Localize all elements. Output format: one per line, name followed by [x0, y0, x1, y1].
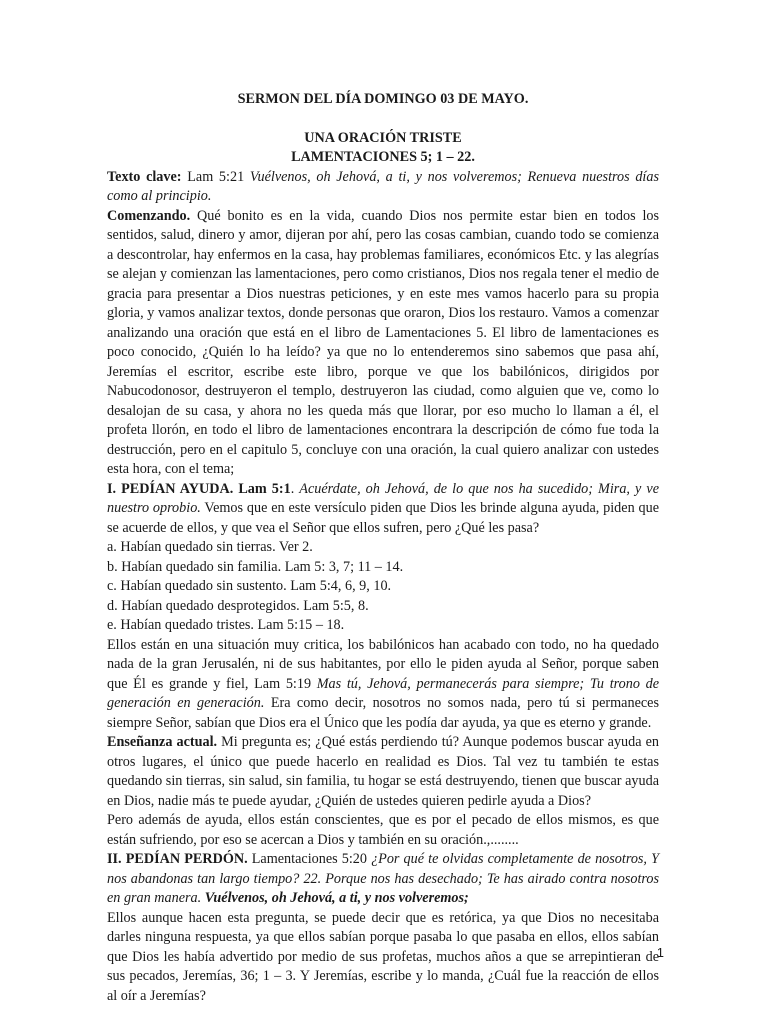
- section1-heading: I. PEDÍAN AYUDA. Lam 5:1: [107, 480, 291, 497]
- list-item: b. Habían quedado sin familia. Lam 5: 3, 7; 11 – 14.: [107, 558, 404, 575]
- texto-clave-ref: Lam 5:21: [181, 168, 250, 185]
- section1-paragraph: [107, 480, 659, 539]
- comenzando-text: Qué bonito es en la vida, cuando Dios nos permite estar bien en todos los sentidos, salud, dinero y amor, dijeran por ahí, pero las cosas cambian, cuando todo se comienza a descontrolar, hay enfermos en la casa, hay problemas familiares, económicos Etc. y las alegrías se alejan y comienzan las lamentaciones, pero como cristianos, Dios nos regala tener el medio de gracia para presentar a Dios nuestras peticiones, y en este mes vamos hacerlo para su propia gloria, y vamos analizar textos, donde personas que oraron, Dios los restauro. Vamos a comenzar analizando una oración que está en el libro de Lamentaciones 5. El libro de lamentaciones es poco conocido, ¿Quién lo ha leído? ya que no lo entenderemos sino sabemos que pasa ahí, Jeremías el escritor, escribe este libro, porque ve que los babilónicos, dirigidos por Nabucodonosor, destruyeron el templo, destruyeron las ciudad, como alguien que ve, como lo desalojan de su casa, y ahora no les queda más que llorar, por eso mucho lo llaman a él, el profeta llorón, en todo el libro de lamentaciones encontrara la descripción de cómo fue toda la destrucción, pero en el capitulo 5, concluye con una oración, la cual quiero analizar con ustedes esta hora, con el tema;: [107, 207, 659, 477]
- situation-paragraph: [107, 636, 659, 734]
- section2-quote: ¿Por qué te olvidas completamente de nosotros, Y nos abandonas tan largo tiempo? 22. Porque nos has desechado; Te has airado contra nosotros en gran manera.: [107, 851, 659, 906]
- section1-heading-dot: .: [290, 480, 300, 497]
- document-page: [107, 90, 659, 1006]
- texto-clave-quote: Vuélvenos, oh Jehová, a ti, y nos volveremos; Renueva nuestros días como al principio.: [107, 168, 659, 204]
- page-number: 1: [656, 945, 664, 960]
- section2-ref: Lamentaciones 5:20: [247, 851, 372, 867]
- ensenanza-label: Enseñanza actual.: [107, 734, 218, 750]
- list-item: e. Habían quedado tristes. Lam 5:15 – 18.: [107, 617, 345, 633]
- section1-quote: Acuérdate, oh Jehová, de lo que nos ha sucedido; Mira, y ve nuestro oprobio.: [107, 480, 659, 516]
- situation-text-2: Era como decir, nosotros no somos nada, pero tú si permaneces siempre Señor, sabían que Dios era el Único que les podía dar ayuda, ya que es eterno y grande.: [107, 695, 659, 731]
- sermon-title: SERMON DEL DÍA DOMINGO 03 DE MAYO.: [237, 91, 529, 107]
- list-item: d. Habían quedado desprotegidos. Lam 5:5, 8.: [107, 597, 369, 614]
- section2-bold-quote: Vuélvenos, oh Jehová, a ti, y nos volveremos;: [201, 890, 469, 906]
- texto-clave-label: Texto clave:: [107, 168, 182, 185]
- situation-text-1: Ellos están en una situación muy critica, los babilónicos han acabado con todo, no ha quedado nada de la gran Jerusalén, ni de sus habitantes, por ello le piden ayuda al Señor, porque saben que Él es grande y fiel, Lam 5:19: [107, 636, 659, 692]
- texto-clave-paragraph: [107, 168, 659, 207]
- help-list: [107, 538, 659, 636]
- sermon-reference: LAMENTACIONES 5; 1 – 22.: [291, 149, 475, 165]
- section2-heading: II. PEDÍAN PERDÓN.: [107, 851, 248, 867]
- retorica-paragraph: Ellos aunque hacen esta pregunta, se puede decir que es retórica, ya que Dios no necesitaba darles ninguna respuesta, ya que ellos sabían porque pasaba lo que pasaba en ellos, ellos sabían que Dios les había advertido por medio de sus profetas, muchos años a que se arrepintieran de sus pecados, Jeremías, 36; 1 – 3. Y Jeremías, escribe y lo manda, ¿Cuál fue la reacción de ellos al oír a Jeremías?: [107, 909, 659, 1004]
- section2-paragraph: [107, 850, 659, 909]
- section1-text: Vemos que en este versículo piden que Dios les brinde alguna ayuda, piden que se acuerde de ellos, y que vea el Señor que ellos sufren, pero ¿Qué les pasa?: [107, 500, 659, 536]
- list-item: c. Habían quedado sin sustento. Lam 5:4, 6, 9, 10.: [107, 578, 392, 594]
- ensenanza-paragraph: [107, 733, 659, 811]
- comenzando-paragraph: [107, 207, 659, 480]
- comenzando-label: Comenzando.: [107, 207, 191, 224]
- list-item: a. Habían quedado sin tierras. Ver 2.: [107, 539, 313, 555]
- conscientes-paragraph: Pero además de ayuda, ellos están conscientes, que es por el pecado de ellos mismos, es que están sufriendo, por eso se acercan a Dios y también en su oración.,........: [107, 812, 659, 848]
- situation-quote: Mas tú, Jehová, permanecerás para siempre; Tu trono de generación en generación.: [107, 675, 659, 711]
- sermon-subtitle: UNA ORACIÓN TRISTE: [304, 129, 462, 146]
- ensenanza-text: Mi pregunta es; ¿Qué estás perdiendo tú? Aunque podemos buscar ayuda en otros lugares, el único que puede hacerlo en realidad es Dios. Tal vez tu también te estas quedando sin tierras, sin salud, sin familia, tu hogar se está destruyendo, tienen que buscar ayuda en Dios, nadie más te puede ayudar, ¿Quién de ustedes quieren pedirle ayuda a Dios?: [107, 734, 659, 809]
